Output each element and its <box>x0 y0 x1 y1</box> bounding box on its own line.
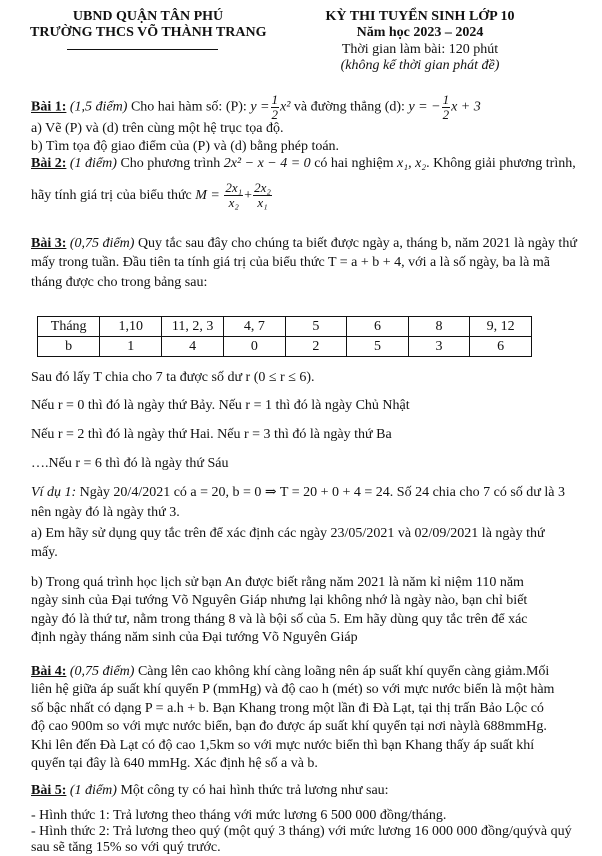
table-cell: 9, 12 <box>470 317 532 337</box>
table-cell: 4, 7 <box>224 317 286 337</box>
school-name: TRƯỜNG THCS VÕ THÀNH TRANG <box>30 25 267 40</box>
fraction-2 <box>253 181 272 210</box>
equation: 2x² − x − 4 = 0 <box>223 156 311 171</box>
bai3-part-a1: a) Em hãy sử dụng quy tắc trên để xác định các ngày 23/05/2021 và 02/09/2021 là ngày thứ <box>31 526 545 541</box>
table-cell: Tháng <box>38 317 100 337</box>
bai4-line5: Khi lên đến Đà Lạt có độ cao 1,5km so với mực nước biển thì bạn Khang thấy áp suất khí <box>31 738 535 753</box>
bai3-example <box>31 485 565 501</box>
school-year: Năm học 2023 – 2024 <box>356 25 484 40</box>
bai4-line2: liên hệ giữa áp suất khí quyển P (mmHg) và độ cao h (mét) so với mực nước biển là một hàm <box>31 682 555 697</box>
bai5-line2: - Hình thức 1: Trả lương theo tháng với mức lương 6 500 000 đồng/tháng. <box>31 808 447 823</box>
table-cell: 1 <box>100 337 162 357</box>
d-fraction <box>442 93 451 122</box>
bai4-line4: độ cao 900m so với mực nước biển, bạn đo được áp suất khí quyển tại nơi nàylà 688mmHg. <box>31 719 547 734</box>
bai5-line1 <box>31 783 389 799</box>
bai3-part-b1: b) Trong quá trình học lịch sử bạn An được biết rằng năm 2021 là năm kỉ niệm 110 năm <box>31 575 524 590</box>
bai5-line4: sau sẽ tăng 15% so với quý trước. <box>31 840 221 855</box>
denominator: 2 <box>442 107 450 122</box>
bai3-line1 <box>31 236 577 252</box>
bai2-statement <box>31 156 576 172</box>
bai1-label: Bài 1: <box>31 99 67 115</box>
bai1-part-b: b) Tìm tọa độ giao điểm của (P) và (d) bằng phép toán. <box>31 139 340 154</box>
bai5-points: (1 điểm) <box>69 783 117 798</box>
table-row <box>38 337 532 357</box>
bai3-part-b3: ngày đó là thứ tư, nằm trong tháng 8 và là bội số của 5. Em hãy dùng quy tắc trên để xác <box>31 612 528 627</box>
bai4-line3: số bậc nhất có dạng P = a.h + b. Bạn Khang trong một lần đi Đà Lạt, tại thị trấn Bảo Lộc có <box>31 701 544 716</box>
bai3-part-b4: định ngày tháng năm sinh của Đại tướng Võ Nguyên Giáp <box>31 630 358 645</box>
table-row <box>38 317 532 337</box>
bai3-after3: Nếu r = 2 thì đó là ngày thứ Hai. Nếu r = 3 thì đó là ngày thứ Ba <box>31 427 392 442</box>
numerator: 1 <box>442 92 450 107</box>
p-fraction <box>271 93 280 122</box>
bai3-part-b2: ngày sinh của Đại tướng Võ Nguyên Giáp nhưng lại không nhớ là ngày nào, bạn chỉ biết <box>31 593 528 608</box>
table-cell: 1,10 <box>100 317 162 337</box>
bai3-example2: nên ngày đó là ngày thứ 3. <box>31 505 180 520</box>
fraction-1 <box>224 181 243 210</box>
bai2-text2: có hai nghiệm <box>310 156 397 171</box>
denominator: 2 <box>271 107 278 122</box>
bai2-text3: . Không giải phương trình, <box>426 156 576 171</box>
bai3-after1: Sau đó lấy T chia cho 7 ta được số dư r (0 ≤ r ≤ 6). <box>31 370 315 385</box>
bai5-label: Bài 5: <box>31 783 67 798</box>
bai3-part-a2: mấy. <box>31 545 58 560</box>
table-cell: 8 <box>408 317 470 337</box>
example-text: Ngày 20/4/2021 có a = 20, b = 0 ⇒ T = 20 + 0 + 4 = 24. Số 24 chia cho 7 có số dư là 3 <box>76 485 565 500</box>
bai1-text: Cho hai hàm số: (P): <box>127 99 251 115</box>
p-lhs: y = <box>250 99 270 115</box>
roots: x₁, x₂ <box>397 156 427 171</box>
bai4-text: Càng lên cao không khí càng loãng nên áp suất khí quyển càng giảm.Mối <box>134 664 550 679</box>
bai4-line1 <box>31 664 549 680</box>
bai4-label: Bài 4: <box>31 664 67 679</box>
p-rhs: x² <box>280 99 291 115</box>
table-cell: 4 <box>162 337 224 357</box>
header-divider <box>67 49 218 50</box>
m-lhs: M = <box>195 188 220 203</box>
bai4-line6: quyển tại đây là 640 mmHg. Xác định hệ số a và b. <box>31 756 318 771</box>
denominator: x₂ <box>228 195 239 211</box>
table-cell: b <box>38 337 100 357</box>
bai5-text: Một công ty có hai hình thức trả lương như sau: <box>116 783 389 798</box>
bai1-points: (1,5 điểm) <box>69 99 128 115</box>
bai3-after2: Nếu r = 0 thì đó là ngày thứ Bảy. Nếu r = 1 thì đó là ngày Chủ Nhật <box>31 398 410 413</box>
bai2-text: Cho phương trình <box>116 156 224 171</box>
denominator: x₁ <box>257 195 268 211</box>
table-cell: 11, 2, 3 <box>162 317 224 337</box>
duration-note: (không kể thời gian phát đề) <box>340 58 500 73</box>
table-cell: 2 <box>285 337 347 357</box>
table-cell: 6 <box>347 317 409 337</box>
table-cell: 5 <box>285 317 347 337</box>
bai3-text: Quy tắc sau đây cho chúng ta biết được ngày a, tháng b, năm 2021 là ngày thứ <box>134 236 577 251</box>
bai4-points: (0,75 điểm) <box>69 664 135 679</box>
bai3-line2: mấy trong tuần. Đầu tiên ta tính giá trị của biểu thức T = a + b + 4, với a là số ngày, ba là mã <box>31 255 550 270</box>
table-cell: 0 <box>224 337 286 357</box>
bai1-text2: và đường thẳng (d): <box>290 99 409 115</box>
bai2-line2: hãy tính giá trị của biểu thức <box>31 188 196 203</box>
table-cell: 5 <box>347 337 409 357</box>
table-cell: 6 <box>470 337 532 357</box>
table-cell: 3 <box>408 337 470 357</box>
bai2-expression-line <box>31 180 273 212</box>
plus-sign: + <box>244 188 253 203</box>
bai1-statement <box>31 93 481 122</box>
bai2-points: (1 điểm) <box>69 156 117 171</box>
numerator: 2x₂ <box>254 180 271 196</box>
bai3-label: Bài 3: <box>31 236 67 251</box>
bai2-label: Bài 2: <box>31 156 67 171</box>
numerator: 1 <box>271 92 278 107</box>
district-name: UBND QUẬN TÂN PHÚ <box>72 9 224 24</box>
exam-title: KỲ THI TUYỂN SINH LỚP 10 <box>325 9 515 24</box>
bai3-line3: tháng được cho trong bảng sau: <box>31 275 208 290</box>
numerator: 2x₁ <box>225 180 243 196</box>
bai3-points: (0,75 điểm) <box>69 236 135 251</box>
exam-duration: Thời gian làm bài: 120 phút <box>341 42 499 57</box>
d-lhs: y = − <box>408 99 441 115</box>
bai5-line3: - Hình thức 2: Trả lương theo quý (một quý 3 tháng) với mức lương 16 000 000 đồng/quývà quý <box>31 824 572 839</box>
example-label: Ví dụ 1: <box>31 485 77 500</box>
month-code-table <box>37 316 532 357</box>
bai3-after4: ….Nếu r = 6 thì đó là ngày thứ Sáu <box>31 456 229 471</box>
bai1-part-a: a) Vẽ (P) và (d) trên cùng một hệ trục tọa độ. <box>31 121 284 136</box>
d-rhs: x + 3 <box>451 99 481 115</box>
